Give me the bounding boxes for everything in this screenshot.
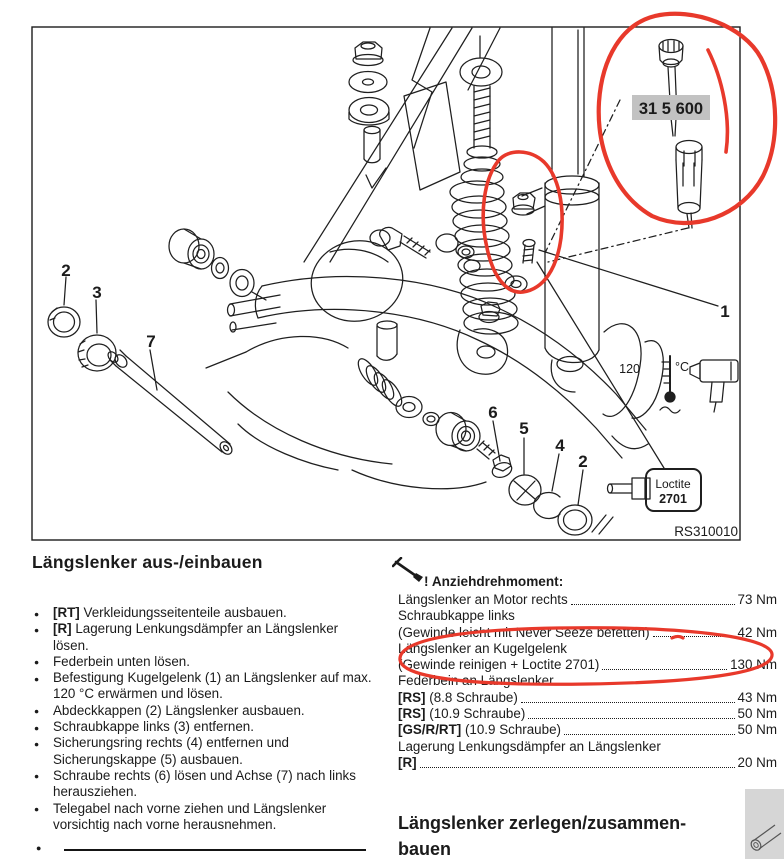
torque-row: [R] 20 Nm	[398, 754, 777, 770]
callout-4: 4	[555, 436, 565, 455]
special-tool	[659, 40, 702, 229]
engine-housing	[206, 227, 486, 488]
tool-number-label: 31 5 600	[638, 100, 704, 118]
callout-6: 6	[488, 403, 498, 422]
instruction-bullet: ● Abdeckkappen (2) Längslenker ausbauen.	[32, 703, 372, 719]
instruction-bullet: ● Schraubkappe links (3) entfernen.	[32, 719, 372, 735]
callout-3: 3	[92, 283, 102, 302]
red-annotations	[483, 14, 775, 292]
drawing-ref: RS310010	[674, 524, 738, 539]
instruction-bullet: ● Befestigung Kugelgelenk (1) an Längslenker auf max. 120 °C erwärmen und lösen.	[32, 670, 372, 703]
heat-120c-icon	[660, 356, 738, 413]
fastener-stack	[349, 42, 389, 188]
instruction-bullet: ● Telegabel nach vorne ziehen und Längslenker vorsichtig nach vorne herausnehmen.	[32, 801, 372, 834]
torque-row: (Gewinde leicht mit Never Seeze befetten) 42 Nm	[398, 624, 777, 640]
torque-row: [RS] (8.8 Schraube) 43 Nm	[398, 689, 777, 705]
section-title: Längslenker aus-/einbauen	[32, 552, 263, 572]
instruction-bullet: ● Sicherungsring rechts (4) entfernen und Sicherungskappe (5) ausbauen.	[32, 735, 372, 768]
torque-row: [RS] (10.9 Schraube) 50 Nm	[398, 706, 777, 722]
torque-table	[398, 592, 777, 771]
torque-row: [GS/R/RT] (10.9 Schraube) 50 Nm	[398, 722, 777, 738]
instruction-bullet: ● [RT] Verkleidungsseitenteile ausbauen.	[32, 605, 372, 621]
torque-heading: ! Anziehdrehmoment:	[398, 574, 563, 589]
torque-row: Lagerung Lenkungsdämpfer an Längslenker	[398, 738, 661, 754]
torque-row: Federbein an Längslenker	[398, 673, 554, 689]
torque-wrench-icon	[392, 557, 424, 583]
callout-2-right: 2	[578, 452, 588, 471]
callout-7: 7	[146, 332, 156, 351]
cutoff-table-rule	[64, 849, 366, 851]
instruction-bullet: ● [R] Lagerung Lenkungsdämpfer an Längslenker lösen.	[32, 621, 372, 654]
temp-unit: °C	[675, 360, 690, 374]
torque-row: Längslenker an Kugelgelenk	[398, 640, 567, 656]
axle-stub-icon	[745, 789, 784, 859]
bearing-washers-upper	[169, 229, 266, 300]
remove-install-section	[32, 552, 390, 833]
loctite-number: 2701	[659, 492, 687, 506]
callout-5: 5	[519, 419, 529, 438]
leader-line-1	[539, 250, 718, 306]
trailing-arm	[255, 277, 646, 458]
cutoff-bullet: ●	[36, 843, 42, 853]
callout-2-left: 2	[61, 261, 71, 280]
callout-1: 1	[720, 302, 730, 321]
torque-row: Längslenker an Motor rechts 73 Nm	[398, 592, 777, 607]
next-section-title: Längslenker zerlegen/zusammen- bauen	[398, 813, 687, 859]
next-figure-stub	[745, 789, 784, 859]
instruction-bullet: ● Schraube rechts (6) lösen und Achse (7) nach links herausziehen.	[32, 768, 372, 801]
temp-value: 120	[619, 362, 640, 376]
instruction-list	[32, 605, 372, 833]
torque-row: Schraubkappe links	[398, 608, 515, 624]
left-exploded-parts	[48, 277, 234, 457]
instruction-bullet: ● Federbein unten lösen.	[32, 654, 372, 670]
red-circle-bolt	[483, 152, 562, 292]
red-circle-tool-tail	[708, 50, 727, 152]
torque-row: (Gewinde reinigen + Loctite 2701) 130 Nm	[398, 657, 777, 673]
loctite-name: Loctite	[655, 477, 691, 491]
